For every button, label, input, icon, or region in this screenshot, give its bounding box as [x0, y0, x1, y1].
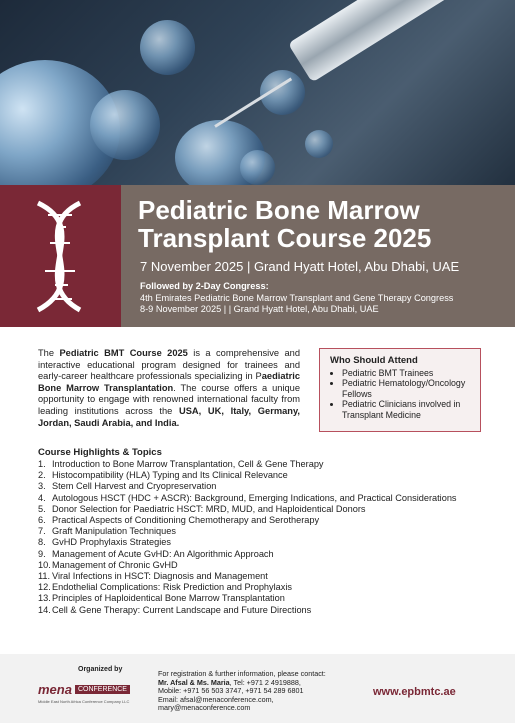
cell-illustration — [90, 90, 160, 160]
item-number: 9. — [38, 548, 46, 559]
item-text: Viral Infections in HSCT: Diagnosis and Management — [52, 571, 268, 582]
list-item — [38, 582, 478, 593]
contact-email[interactable]: Email: afsal@menaconference.com, — [158, 694, 274, 704]
congress-name: 4th Emirates Pediatric Bone Marrow Transplant and Gene Therapy Congress — [140, 292, 454, 303]
item-number: 1. — [38, 459, 46, 469]
contact-tel: , Tel: +971 2 4919888, — [229, 677, 301, 687]
item-text: Autologous HSCT (HDC + ASCR): Background, Emerging Indications, and Practical Considerations — [52, 492, 457, 503]
contact-heading: For registration & further information, please contact: — [158, 669, 326, 678]
congress-info — [140, 281, 510, 316]
intro-text: The — [38, 348, 60, 358]
who-heading: Who Should Attend — [330, 355, 418, 366]
item-text: Donor Selection for Paediatric HSCT: MRD, MUD, and Haploidentical Donors — [52, 503, 366, 514]
item-text: Introduction to Bone Marrow Transplantation, Cell & Gene Therapy — [52, 459, 324, 469]
contact-mobile: Mobile: +971 56 503 3747, +971 54 289 6801 — [158, 686, 304, 696]
item-number: 13. — [38, 593, 51, 604]
item-number: 5. — [38, 503, 46, 514]
item-text: Graft Manipulation Techniques — [52, 526, 176, 537]
list-item — [38, 493, 478, 504]
list-item: • Pediatric Hematology/Oncology Fellows — [342, 378, 480, 399]
title-line: Transplant Course 2025 — [138, 223, 432, 253]
topics-heading: Course Highlights & Topics — [38, 447, 162, 458]
conference-wordmark: CONFERENCE — [75, 685, 130, 694]
intro-bold: Pediatric BMT Course 2025 — [59, 348, 188, 358]
list-item — [38, 504, 478, 515]
item-text: Management of Acute GvHD: An Algorithmic Approach — [52, 548, 274, 559]
item-number: 8. — [38, 537, 46, 548]
item-text: Principles of Haploidentical Bone Marrow Transplantation — [52, 593, 285, 604]
item-number: 2. — [38, 470, 46, 481]
intro-paragraph — [38, 348, 300, 429]
course-topics — [38, 447, 478, 616]
item-number: 3. — [38, 481, 46, 492]
list-item — [38, 526, 478, 537]
intro-text: . The course offers a unique opportunity to engage with renowned international faculty from leading institutions across the — [38, 382, 300, 416]
cell-illustration — [240, 150, 275, 185]
mena-subtitle: Middle East North Africa Conference Company LLC — [38, 699, 130, 704]
who-should-attend-box — [319, 348, 481, 432]
intro-bold: aediatric Bone Marrow Transplantation — [38, 371, 300, 393]
item-number: 6. — [38, 515, 46, 526]
list-item — [38, 560, 478, 571]
item-number: 11. — [38, 571, 51, 582]
contact-email[interactable]: mary@menaconference.com — [158, 703, 251, 713]
list-item — [38, 571, 478, 582]
item-text: Endothelial Complications: Risk Prediction and Prophylaxis — [52, 582, 293, 593]
syringe-icon — [288, 0, 507, 83]
list-item: • Pediatric BMT Trainees — [342, 368, 480, 378]
list-item — [38, 537, 478, 548]
item-text: Practical Aspects of Conditioning Chemotherapy and Serotherapy — [52, 515, 320, 526]
mena-logo — [38, 682, 146, 704]
title-line: Pediatric Bone Marrow — [138, 195, 420, 225]
hero-image — [0, 0, 515, 185]
list-item — [38, 593, 478, 604]
dna-icon — [0, 185, 121, 327]
website-link[interactable]: www.epbmtc.ae — [373, 686, 456, 698]
mena-wordmark: mena — [38, 681, 72, 697]
dna-logo-panel — [0, 185, 121, 327]
list-item — [38, 515, 478, 526]
event-venue: 7 November 2025 | Grand Hyatt Hotel, Abu Dhabi, UAE — [140, 259, 460, 274]
item-number: 14. — [38, 604, 51, 615]
organized-by-label: Organized by — [78, 666, 123, 673]
intro-bold: USA, UK, Italy, Germany, Jordan, Saudi Arabia, and India. — [38, 405, 301, 428]
list-item — [38, 470, 478, 481]
item-text: GvHD Prophylaxis Strategies — [52, 537, 171, 548]
item-text: Cell & Gene Therapy: Current Landscape and Future Directions — [52, 604, 312, 615]
item-number: 10. — [38, 559, 51, 570]
list-item — [38, 459, 478, 470]
list-item — [38, 549, 478, 560]
item-number: 12. — [38, 582, 51, 593]
contact-names: Mr. Afsal & Ms. Maria — [158, 677, 230, 687]
congress-heading: Followed by 2-Day Congress: — [140, 281, 269, 291]
page-title — [138, 196, 508, 252]
item-number: 7. — [38, 526, 46, 537]
item-text: Stem Cell Harvest and Cryopreservation — [52, 481, 217, 492]
list-item — [38, 481, 478, 492]
congress-date: 8-9 November 2025 | | Grand Hyatt Hotel, Abu Dhabi, UAE — [140, 304, 379, 314]
item-text: Histocompatibility (HLA) Typing and Its Clinical Relevance — [52, 470, 288, 481]
list-item — [38, 605, 478, 616]
intro-text: is a comprehensive and interactive educational program designed for trainees and early-career healthcare professionals specializing in P — [38, 348, 300, 382]
cell-illustration — [140, 20, 195, 75]
cell-illustration — [305, 130, 333, 158]
item-number: 4. — [38, 492, 46, 503]
item-text: Management of Chronic GvHD — [52, 559, 178, 570]
contact-info — [158, 670, 326, 713]
list-item: • Pediatric Clinicians involved in Transplant Medicine — [342, 399, 480, 420]
